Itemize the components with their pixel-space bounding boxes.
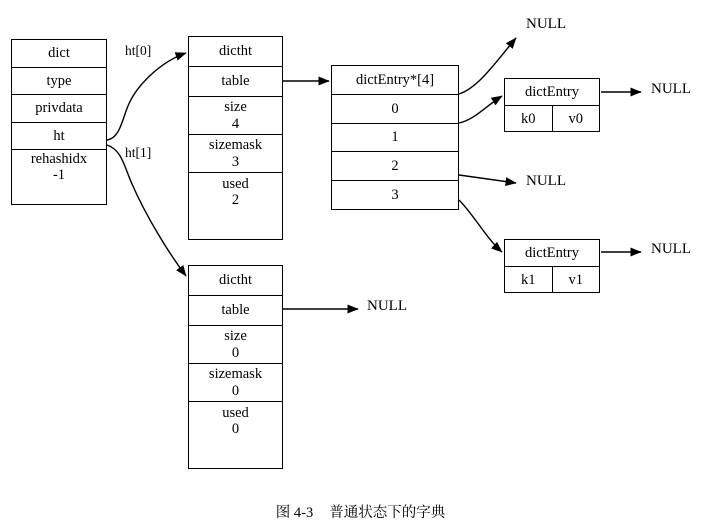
dictht-0-header-label: dictht — [218, 43, 253, 60]
dict-entry-k0-kv — [505, 106, 599, 132]
null-entry0-next: NULL — [651, 81, 691, 97]
dict-entry-array-header: dictEntry*[4] — [332, 66, 458, 95]
ht-0-label: ht[0] — [125, 43, 152, 58]
dictht-1-field-used-value: 0 — [231, 421, 240, 437]
dictht-1-field-size — [189, 326, 282, 364]
dictht-1-field-sizemask-label: sizemask — [208, 366, 263, 383]
ht-1-label: ht[1] — [125, 145, 152, 160]
dictht-1-field-table-label: table — [221, 302, 250, 319]
dict-struct-field-dict — [12, 40, 106, 68]
dict-entry-array-index-1: 1 — [332, 124, 458, 153]
dict-struct-field-rehashidx-value: -1 — [52, 167, 66, 184]
dictht-0-field-used-label: used — [222, 175, 249, 192]
dictht-0-field-size — [189, 97, 282, 135]
dictht-0-field-sizemask-label: sizemask — [208, 137, 263, 154]
null-bucket2: NULL — [526, 173, 566, 189]
dict-entry-array-index-3: 3 — [391, 187, 399, 204]
figure-number: 图 4-3 — [275, 505, 314, 521]
dictht-0 — [188, 36, 283, 240]
dict-entry-k0-key: k0 — [505, 106, 553, 132]
dict-entry-k1-value: v1 — [568, 271, 583, 288]
dict-entry-k0-value: v0 — [568, 110, 583, 127]
dictht-0-field-sizemask-value: 3 — [231, 153, 240, 170]
dict-entry-array-index-2: 2 — [332, 152, 458, 181]
dictht-0-header — [189, 37, 282, 67]
dictht-1-header — [189, 266, 282, 296]
dict-entry-k1 — [504, 239, 600, 293]
dictht-0-field-sizemask — [189, 135, 282, 173]
dictht-1 — [188, 265, 283, 469]
dictht-1-field-table — [189, 296, 282, 326]
dictht-1-field-used-label: used — [222, 404, 249, 421]
dict-entry-k0 — [504, 78, 600, 132]
dictht-1-field-size-value: 0 — [231, 344, 240, 361]
dict-entry-array — [331, 65, 459, 210]
dict-struct-field-type-label: type — [46, 72, 72, 89]
null-entry1-next: NULL — [651, 241, 691, 257]
dictht-1-header-label: dictht — [218, 272, 253, 289]
dict-struct-field-type — [12, 68, 106, 96]
dict-entry-array-index-0: 0 — [332, 95, 458, 124]
dictht-1-field-size-label: size — [224, 328, 247, 345]
dict-struct-field-ht — [12, 123, 106, 151]
dictht-1-field-sizemask — [189, 364, 282, 402]
dict-struct — [11, 39, 107, 205]
dictht-0-field-table — [189, 67, 282, 97]
dictht-0-field-used-value: 2 — [231, 192, 240, 208]
dict-struct-field-privdata-label: privdata — [35, 100, 83, 117]
dictht-0-field-size-value: 4 — [231, 115, 240, 132]
dict-entry-k0-header: dictEntry — [505, 79, 599, 106]
null-dictht1-table: NULL — [367, 298, 407, 314]
dict-entry-k1-header: dictEntry — [505, 240, 599, 267]
dict-struct-field-ht-label: ht — [53, 127, 65, 144]
dict-struct-field-rehashidx-label: rehashidx — [30, 151, 88, 168]
dictht-1-field-used — [189, 402, 282, 440]
null-top: NULL — [526, 16, 566, 32]
dict-struct-field-privdata — [12, 95, 106, 123]
dictht-0-field-table-label: table — [221, 73, 250, 90]
dict-struct-field-dict-label: dict — [48, 45, 70, 62]
dictht-1-field-sizemask-value: 0 — [231, 382, 240, 399]
dictht-0-field-size-label: size — [224, 99, 247, 116]
dict-entry-k1-key: k1 — [505, 267, 553, 293]
dict-struct-field-rehashidx — [12, 150, 106, 184]
figure-caption-text: 普通状态下的字典 — [329, 505, 446, 521]
dict-entry-k1-kv — [505, 267, 599, 293]
dictht-0-field-used — [189, 173, 282, 211]
figure-caption — [0, 501, 721, 522]
